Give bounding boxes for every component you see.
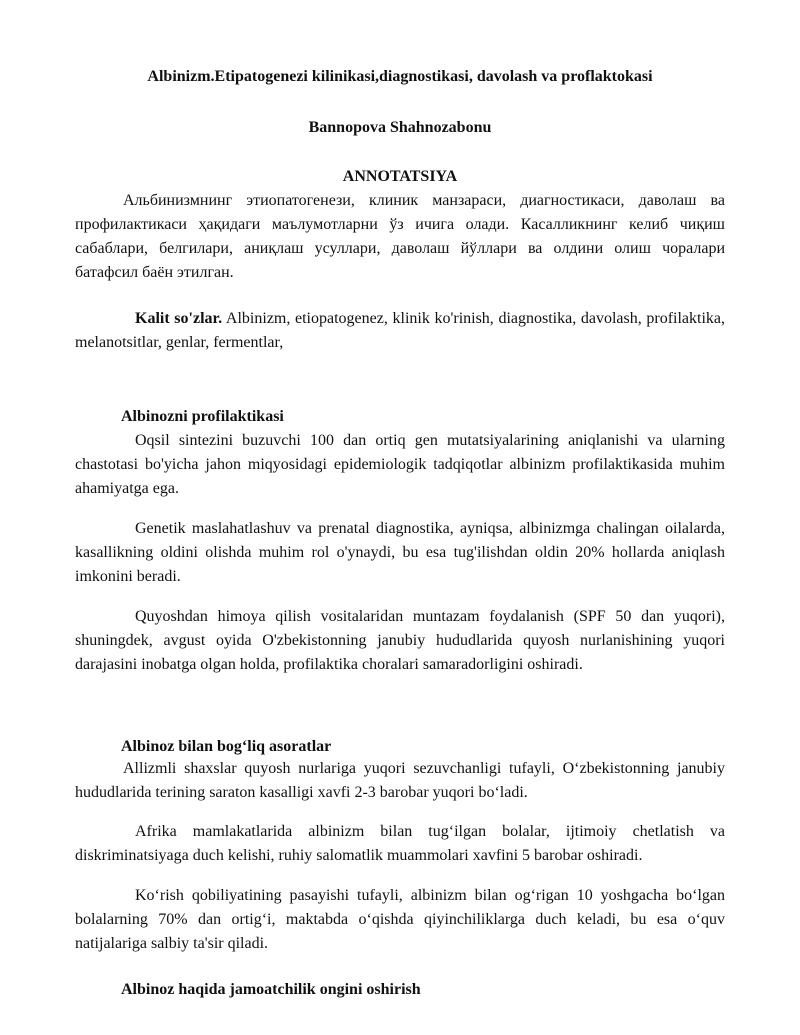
- prevention-paragraph-1: Oqsil sintezini buzuvchi 100 dan ortiq gen mutatsiyalarining aniqlanishi va ularning chastotasi bo'yicha jahon miqyosidagi epidemiologik tadqiqotlar albinizm profilaktikasida muhim ahamiyatga ega.: [75, 432, 725, 497]
- complications-paragraph-3: Ko‘rish qobiliyatining pasayishi tufayli, albinizm bilan og‘rigan 10 yoshgacha bo‘lgan bolalarning 70% dan ortig‘i, maktabda o‘qishda qiyinchiliklarga duch keladi, bu esa o‘quv natijalariga salbiy ta'sir qiladi.: [75, 887, 725, 952]
- prevention-paragraph-2: Genetik maslahatlashuv va prenatal diagnostika, ayniqsa, albinizmga chalingan oilalarda, kasallikning oldini olishda muhim rol o'ynaydi, bu esa tug'ilishdan oldin 20% hollarda aniqlash imkonini beradi.: [75, 520, 725, 585]
- keywords-text: Albinizm, etiopatogenez, klinik ko'rinish, diagnostika, davolash, profilaktika, melanotsitlar, genlar, fermentlar,: [75, 310, 726, 351]
- section-heading-awareness: Albinoz haqida jamoatchilik ongini oshirish: [121, 981, 421, 998]
- keywords-label: Kalit so'zlar.: [135, 310, 223, 327]
- complications-paragraph-1: Allizmli shaxslar quyosh nurlariga yuqori sezuvchanligi tufayli, O‘zbekistonning janubiy hududlarida terining saraton kasalligi xavfi 2-3 barobar yuqori bo‘ladi.: [75, 760, 725, 801]
- section-heading-prevention: Albinozni profilaktikasi: [121, 408, 284, 425]
- prevention-paragraph-3: Quyoshdan himoya qilish vositalaridan muntazam foydalanish (SPF 50 dan yuqori), shuningdek, avgust oyida O'zbekistonning janubiy hududlarida quyosh nurlanishining yuqori darajasini inobatga olgan holda, profilaktika choralari samaradorligini oshiradi.: [75, 608, 725, 673]
- section-heading-complications: Albinoz bilan bog‘liq asoratlar: [121, 738, 332, 755]
- keywords-paragraph: [75, 307, 725, 355]
- author-name: Bannopova Shahnozabonu: [308, 119, 492, 136]
- annotation-paragraph: Альбинизмнинг этиопатогенези, клиник манзараси, диагностикаси, даволаш ва профилактикаси ҳақидаги маълумотларни ўз ичига олади. Касалликнинг келиб чиқиш сабаблари, белгилари, аниқлаш усуллари, даволаш йўллари ва олдини олиш чоралари батафсил баён этилган.: [75, 192, 725, 281]
- complications-paragraph-2: Afrika mamlakatlarida albinizm bilan tug‘ilgan bolalar, ijtimoiy chetlatish va diskriminatsiyaga duch kelishi, ruhiy salomatlik muammolari xavfini 5 barobar oshiradi.: [75, 823, 725, 864]
- annotation-heading: ANNOTATSIYA: [342, 168, 458, 185]
- document-title: Albinizm.Etipatogenezi kilinikasi,diagnostikasi, davolash va proflaktokasi: [147, 68, 653, 85]
